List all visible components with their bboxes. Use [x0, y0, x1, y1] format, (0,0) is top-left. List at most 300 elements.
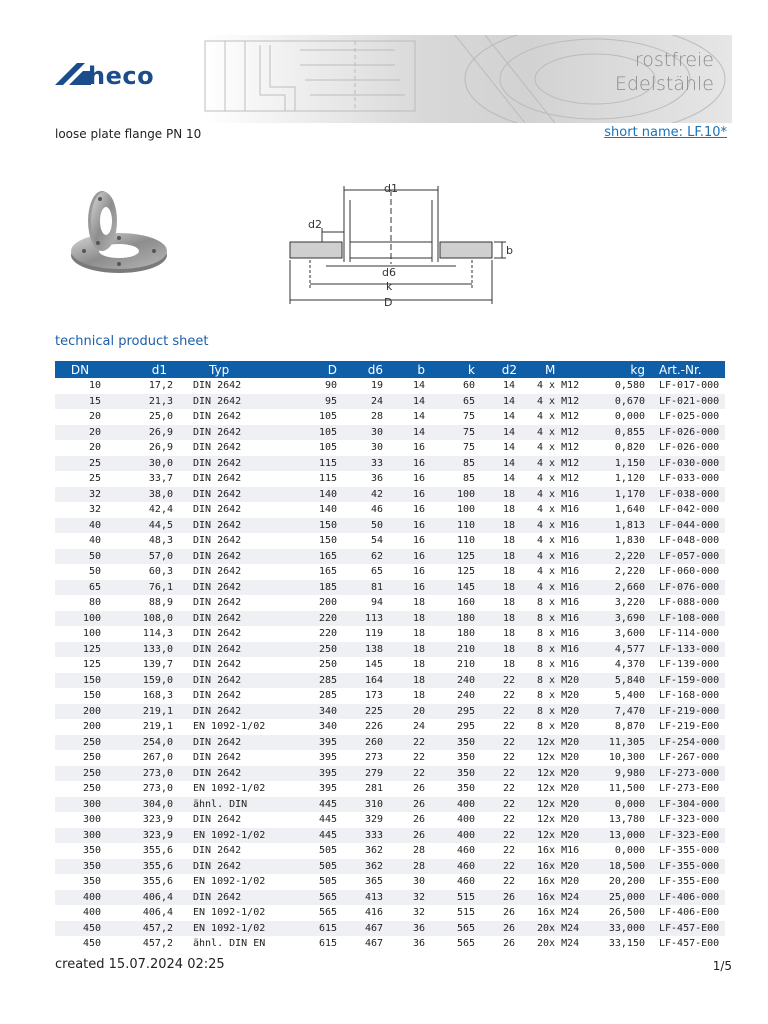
- cell-D: 105: [289, 425, 345, 441]
- cell-art-nr: LF-042-000: [659, 504, 720, 516]
- cell-m: 16x M20: [537, 876, 580, 888]
- cell-d2: 18: [483, 518, 523, 534]
- cell-k: 145: [433, 580, 483, 596]
- cell-D: 115: [289, 456, 345, 472]
- cell-typ: DIN 2642: [193, 845, 242, 857]
- cell-b: 26: [412, 783, 425, 795]
- column-header-b: b: [391, 361, 433, 378]
- table-row: [55, 921, 725, 937]
- cell-d6: 416: [364, 907, 383, 919]
- table-row: [55, 797, 725, 813]
- cell-d6: 273: [364, 752, 383, 764]
- cell-b: 18: [412, 659, 425, 671]
- cell-b: 18: [412, 690, 425, 702]
- cell-d2: 14: [502, 411, 515, 423]
- cell-D: 200: [318, 597, 337, 609]
- table-row: [55, 735, 725, 751]
- cell-kg: 7,470: [585, 704, 653, 720]
- cell-d1: 108,0: [105, 611, 177, 627]
- cell-d6: 46: [370, 504, 383, 516]
- cell-k: 400: [456, 814, 475, 826]
- cell-b: 14: [412, 380, 425, 392]
- cell-art-nr: LF-026-000: [659, 442, 720, 454]
- cell-kg: 13,000: [585, 828, 653, 844]
- column-header-art-nr: Art.-Nr.: [653, 361, 725, 378]
- cell-typ: DIN 2642: [193, 442, 242, 454]
- cell-d6: 413: [345, 890, 391, 906]
- cell-k: 400: [433, 797, 483, 813]
- cell-kg: 26,500: [608, 907, 645, 919]
- cell-d1: 88,9: [148, 597, 173, 609]
- cell-kg: 1,170: [585, 487, 653, 503]
- cell-dn: 450: [82, 938, 101, 950]
- cell-k: 100: [433, 487, 483, 503]
- column-header-d1: d1: [105, 361, 177, 378]
- column-header-D: D: [289, 361, 345, 378]
- cell-b: 14: [412, 411, 425, 423]
- cell-d1: 254,0: [105, 735, 177, 751]
- cell-dn: 25: [88, 473, 101, 485]
- table-row: [55, 626, 725, 642]
- cell-b: 32: [412, 907, 425, 919]
- cell-art-nr: LF-273-E00: [659, 783, 720, 795]
- cell-m: 16x M20: [523, 859, 585, 875]
- cell-d2: 18: [483, 611, 523, 627]
- cell-dn: 250: [55, 766, 105, 782]
- cell-m: 4 x M16: [537, 566, 580, 578]
- cell-d2: 18: [502, 566, 515, 578]
- cell-d1: 219,1: [105, 704, 177, 720]
- cell-kg: 4,577: [585, 642, 653, 658]
- cell-art-nr: LF-355-E00: [659, 876, 720, 888]
- cell-typ: DIN 2642: [177, 890, 289, 906]
- cell-b: 16: [391, 518, 433, 534]
- table-row: [55, 471, 725, 487]
- cell-typ: DIN 2642: [177, 859, 289, 875]
- cell-typ: DIN 2642: [193, 380, 242, 392]
- table-row: [55, 409, 725, 425]
- cell-D: 150: [289, 518, 345, 534]
- table-row: [55, 502, 725, 518]
- cell-d1: 457,2: [105, 921, 177, 937]
- cell-art-nr: LF-219-E00: [659, 721, 720, 733]
- cell-m: 12x M20: [523, 797, 585, 813]
- cell-d2: 18: [483, 580, 523, 596]
- drawing-label-d2: d2: [308, 218, 322, 231]
- table-row: [55, 750, 725, 766]
- column-header-k: k: [433, 361, 483, 378]
- cell-D: 395: [289, 766, 345, 782]
- cell-m: 8 x M16: [537, 597, 580, 609]
- cell-kg: 3,220: [614, 597, 645, 609]
- cell-d6: 36: [370, 473, 383, 485]
- cell-dn: 450: [55, 921, 105, 937]
- cell-k: 110: [456, 535, 475, 547]
- table-row: [55, 812, 725, 828]
- cell-typ: DIN 2642: [177, 425, 289, 441]
- table-row: [55, 781, 725, 797]
- cell-k: 160: [456, 597, 475, 609]
- cell-D: 185: [289, 580, 345, 596]
- cell-d1: 57,0: [105, 549, 177, 565]
- cell-k: 350: [456, 752, 475, 764]
- cell-d2: 14: [483, 456, 523, 472]
- table-row: [55, 766, 725, 782]
- column-header-typ: Typ: [177, 361, 289, 378]
- cell-m: 8 x M16: [523, 611, 585, 627]
- cell-kg: 0,000: [614, 411, 645, 423]
- cell-d1: 355,6: [142, 845, 173, 857]
- cell-d6: 19: [370, 380, 383, 392]
- cell-typ: DIN 2642: [193, 690, 242, 702]
- cell-art-nr: LF-323-000: [659, 814, 720, 826]
- cell-d1: 139,7: [142, 659, 173, 671]
- cell-kg: 20,200: [608, 876, 645, 888]
- cell-d6: 310: [345, 797, 391, 813]
- cell-d6: 467: [364, 938, 383, 950]
- cell-d6: 94: [370, 597, 383, 609]
- column-header-dn: DN: [55, 361, 105, 378]
- cell-d2: 14: [483, 394, 523, 410]
- cell-k: 240: [456, 690, 475, 702]
- cell-m: 4 x M16: [523, 549, 585, 565]
- flange-photo: [64, 185, 174, 285]
- cell-D: 165: [289, 549, 345, 565]
- table-row: [55, 549, 725, 565]
- cell-kg: 0,670: [585, 394, 653, 410]
- cell-d6: 30: [370, 442, 383, 454]
- cell-d1: 38,0: [105, 487, 177, 503]
- cell-d6: 50: [345, 518, 391, 534]
- cell-typ: DIN 2642: [177, 456, 289, 472]
- cell-dn: 250: [82, 783, 101, 795]
- cell-b: 16: [412, 535, 425, 547]
- cell-kg: 1,120: [614, 473, 645, 485]
- cell-d2: 22: [483, 735, 523, 751]
- cell-d2: 26: [483, 921, 523, 937]
- cell-k: 515: [456, 907, 475, 919]
- cell-dn: 350: [82, 876, 101, 888]
- cell-d1: 33,7: [148, 473, 173, 485]
- cell-D: 90: [324, 380, 337, 392]
- cell-D: 95: [289, 394, 345, 410]
- cell-k: 75: [462, 411, 475, 423]
- cell-dn: 200: [55, 704, 105, 720]
- cell-dn: 50: [88, 566, 101, 578]
- cell-typ: EN 1092-1/02: [193, 907, 266, 919]
- banner-tagline-line1: rostfreie: [634, 49, 714, 71]
- cell-d2: 22: [502, 690, 515, 702]
- cell-dn: 400: [82, 907, 101, 919]
- cell-m: 16x M16: [537, 845, 580, 857]
- cell-d1: 273,0: [105, 766, 177, 782]
- cell-m: 12x M20: [523, 828, 585, 844]
- cell-D: 115: [318, 473, 337, 485]
- cell-d6: 119: [364, 628, 383, 640]
- cell-d2: 22: [502, 752, 515, 764]
- table-row: [55, 580, 725, 596]
- cell-d6: 164: [345, 673, 391, 689]
- cell-D: 565: [289, 890, 345, 906]
- cell-kg: 33,000: [585, 921, 653, 937]
- cell-m: 8 x M20: [523, 673, 585, 689]
- cell-D: 250: [289, 642, 345, 658]
- cell-d1: 219,1: [142, 721, 173, 733]
- cell-b: 26: [412, 814, 425, 826]
- cell-art-nr: LF-219-000: [653, 704, 725, 720]
- cell-m: 16x M24: [523, 890, 585, 906]
- cell-D: 105: [318, 411, 337, 423]
- cell-d6: 145: [364, 659, 383, 671]
- cell-d2: 18: [502, 504, 515, 516]
- cell-art-nr: LF-038-000: [653, 487, 725, 503]
- cell-d2: 26: [483, 890, 523, 906]
- cell-dn: 40: [55, 518, 105, 534]
- cell-kg: 0,000: [614, 845, 645, 857]
- cell-art-nr: LF-030-000: [653, 456, 725, 472]
- cell-b: 18: [391, 673, 433, 689]
- cell-dn: 250: [82, 752, 101, 764]
- cell-art-nr: LF-159-000: [653, 673, 725, 689]
- cell-d2: 18: [483, 487, 523, 503]
- cell-dn: 350: [82, 845, 101, 857]
- cell-dn: 10: [88, 380, 101, 392]
- table-row: [55, 533, 725, 549]
- cell-art-nr: LF-267-000: [659, 752, 720, 764]
- table-row: [55, 859, 725, 875]
- table-row: [55, 673, 725, 689]
- cell-D: 250: [318, 659, 337, 671]
- cell-d1: 457,2: [142, 938, 173, 950]
- cell-typ: DIN 2642: [177, 394, 289, 410]
- cell-art-nr: LF-060-000: [659, 566, 720, 578]
- cell-m: 16x M24: [537, 907, 580, 919]
- table-row: [55, 456, 725, 472]
- cell-d2: 22: [483, 766, 523, 782]
- cell-d6: 28: [370, 411, 383, 423]
- cell-m: 12x M20: [537, 752, 580, 764]
- cell-art-nr: LF-025-000: [659, 411, 720, 423]
- cell-b: 16: [412, 504, 425, 516]
- cell-k: 65: [433, 394, 483, 410]
- cell-dn: 40: [88, 535, 101, 547]
- cell-D: 445: [289, 797, 345, 813]
- cell-k: 460: [456, 876, 475, 888]
- cell-d6: 42: [345, 487, 391, 503]
- cell-k: 180: [456, 628, 475, 640]
- table-row: [55, 657, 725, 673]
- cell-kg: 10,300: [608, 752, 645, 764]
- cell-kg: 3,690: [585, 611, 653, 627]
- cell-art-nr: LF-273-000: [653, 766, 725, 782]
- cell-art-nr: LF-304-000: [653, 797, 725, 813]
- cell-typ: EN 1092-1/02: [193, 876, 266, 888]
- column-header-d6: d6: [345, 361, 391, 378]
- cell-d2: 22: [483, 828, 523, 844]
- cell-d1: 26,9: [148, 442, 173, 454]
- cell-d6: 138: [345, 642, 391, 658]
- table-row: [55, 378, 725, 394]
- cell-D: 615: [318, 938, 337, 950]
- cell-dn: 80: [88, 597, 101, 609]
- cell-typ: DIN 2642: [177, 611, 289, 627]
- cell-k: 210: [456, 659, 475, 671]
- cell-d2: 14: [502, 442, 515, 454]
- cell-D: 140: [318, 504, 337, 516]
- cell-d2: 18: [502, 535, 515, 547]
- cell-art-nr: LF-026-000: [653, 425, 725, 441]
- cell-art-nr: LF-168-000: [659, 690, 720, 702]
- cell-art-nr: LF-139-000: [659, 659, 720, 671]
- cell-dn: 100: [55, 611, 105, 627]
- cell-k: 60: [462, 380, 475, 392]
- cell-m: 12x M20: [523, 766, 585, 782]
- section-title: technical product sheet: [55, 334, 209, 349]
- cell-typ: EN 1092-1/02: [177, 921, 289, 937]
- cell-art-nr: LF-355-000: [653, 859, 725, 875]
- cell-m: 20x M24: [537, 938, 580, 950]
- cell-typ: DIN 2642: [193, 597, 242, 609]
- cell-typ: DIN 2642: [177, 735, 289, 751]
- cell-b: 26: [391, 828, 433, 844]
- cell-kg: 3,600: [614, 628, 645, 640]
- cell-k: 210: [433, 642, 483, 658]
- cell-kg: 13,780: [608, 814, 645, 826]
- cell-k: 460: [433, 859, 483, 875]
- table-row: [55, 719, 725, 735]
- cell-kg: 2,660: [585, 580, 653, 596]
- table-row: [55, 487, 725, 503]
- page-number: 1/5: [712, 959, 732, 973]
- drawing-label-k: k: [386, 280, 393, 293]
- cell-kg: 0,820: [614, 442, 645, 454]
- cell-D: 395: [318, 752, 337, 764]
- cell-d1: 355,6: [142, 876, 173, 888]
- column-header-kg: kg: [585, 361, 653, 378]
- cell-d2: 22: [502, 721, 515, 733]
- cell-k: 515: [433, 890, 483, 906]
- drawing-label-b: b: [506, 244, 513, 257]
- cell-b: 18: [412, 597, 425, 609]
- cell-b: 30: [412, 876, 425, 888]
- cell-d1: 48,3: [148, 535, 173, 547]
- cell-k: 85: [462, 473, 475, 485]
- table-row: [55, 905, 725, 921]
- cell-d6: 333: [345, 828, 391, 844]
- cell-typ: DIN 2642: [193, 628, 242, 640]
- table-row: [55, 890, 725, 906]
- cell-kg: 0,855: [585, 425, 653, 441]
- cell-d1: 25,0: [148, 411, 173, 423]
- cell-kg: 1,640: [614, 504, 645, 516]
- table-row: [55, 425, 725, 441]
- cell-d2: 14: [483, 425, 523, 441]
- cell-k: 100: [456, 504, 475, 516]
- cell-art-nr: LF-088-000: [659, 597, 720, 609]
- cell-b: 32: [391, 890, 433, 906]
- cell-typ: DIN 2642: [177, 487, 289, 503]
- cell-dn: 125: [55, 642, 105, 658]
- cell-kg: 25,000: [585, 890, 653, 906]
- cell-d2: 22: [483, 859, 523, 875]
- cell-d2: 22: [502, 814, 515, 826]
- cell-b: 26: [391, 797, 433, 813]
- cell-dn: 25: [55, 456, 105, 472]
- cell-dn: 125: [82, 659, 101, 671]
- cell-m: 4 x M16: [537, 535, 580, 547]
- table-row: [55, 611, 725, 627]
- cell-D: 505: [289, 859, 345, 875]
- short-name-link[interactable]: short name: LF.10*: [604, 125, 727, 140]
- table-row: [55, 704, 725, 720]
- cell-art-nr: LF-033-000: [659, 473, 720, 485]
- cell-k: 180: [433, 611, 483, 627]
- cell-typ: EN 1092-1/02: [193, 783, 266, 795]
- cell-d2: 18: [483, 549, 523, 565]
- cell-typ: DIN 2642: [177, 549, 289, 565]
- cell-k: 350: [433, 766, 483, 782]
- cell-dn: 20: [55, 425, 105, 441]
- cell-k: 565: [433, 921, 483, 937]
- cell-D: 505: [318, 845, 337, 857]
- drawing-label-D: D: [384, 296, 393, 309]
- cell-dn: 150: [82, 690, 101, 702]
- table-row: [55, 843, 725, 859]
- cell-art-nr: LF-108-000: [653, 611, 725, 627]
- cell-d2: 22: [502, 783, 515, 795]
- cell-d6: 329: [364, 814, 383, 826]
- cell-d1: 30,0: [105, 456, 177, 472]
- cell-art-nr: LF-021-000: [653, 394, 725, 410]
- cell-D: 445: [289, 828, 345, 844]
- cell-d2: 18: [502, 597, 515, 609]
- cell-dn: 300: [55, 797, 105, 813]
- cell-kg: 1,813: [585, 518, 653, 534]
- cell-m: 8 x M16: [537, 628, 580, 640]
- cell-d6: 281: [364, 783, 383, 795]
- cell-art-nr: LF-406-000: [653, 890, 725, 906]
- cell-d1: 304,0: [105, 797, 177, 813]
- cell-dn: 100: [82, 628, 101, 640]
- cell-d1: 21,3: [105, 394, 177, 410]
- header-banner: [55, 35, 732, 123]
- cell-b: 16: [391, 580, 433, 596]
- cell-m: 4 x M12: [537, 411, 580, 423]
- cell-d1: 323,9: [142, 814, 173, 826]
- cell-d1: 76,1: [105, 580, 177, 596]
- cell-d1: 406,4: [142, 907, 173, 919]
- cell-m: 8 x M20: [537, 721, 580, 733]
- cell-typ: DIN 2642: [193, 411, 242, 423]
- cell-b: 22: [412, 752, 425, 764]
- cell-art-nr: LF-114-000: [659, 628, 720, 640]
- table-row: [55, 518, 725, 534]
- cell-art-nr: LF-076-000: [653, 580, 725, 596]
- cell-b: 36: [412, 938, 425, 950]
- cell-d2: 26: [502, 907, 515, 919]
- column-header-m: M: [523, 361, 585, 378]
- cell-k: 400: [433, 828, 483, 844]
- cell-art-nr: LF-254-000: [653, 735, 725, 751]
- cell-k: 295: [433, 704, 483, 720]
- cell-D: 165: [318, 566, 337, 578]
- cell-d2: 18: [502, 628, 515, 640]
- cell-b: 16: [391, 549, 433, 565]
- cell-d6: 24: [345, 394, 391, 410]
- cell-d2: 18: [483, 642, 523, 658]
- cell-D: 105: [318, 442, 337, 454]
- cell-m: 4 x M16: [523, 580, 585, 596]
